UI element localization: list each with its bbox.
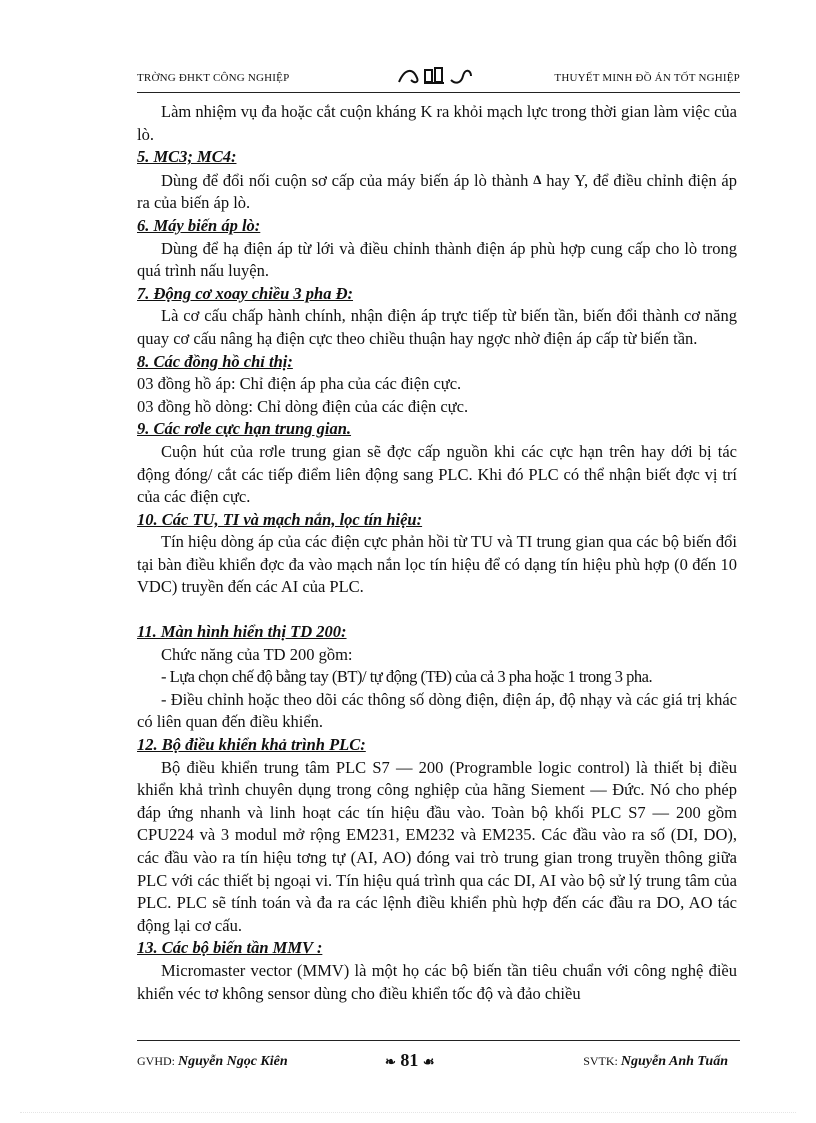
heading-10: 10. Các TU, TI và mạch nắn, lọc tín hiệu: (137, 509, 423, 529)
paragraph-intro: Làm nhiệm vụ đa hoặc cắt cuộn kháng K ra khỏi mạch lực trong thời gian làm việc của lò. (137, 102, 737, 144)
page-header (137, 64, 740, 94)
paragraph-12: Bộ điều khiển trung tâm PLC S7 — 200 (Programble logic control) là thiết bị điều khiển khả trình chuyên dụng trong công nghiệp của hãng Siement — Đức. Nó cho phép đáp ứng nhanh và linh hoạt các tín hiệu đầu vào. Toàn bộ khối PLC S7 — 200 gồm CPU224 và 3 modul mở rộng EM231, EM232 và EM235. Các đầu vào ra số (DI, DO), các đầu vào ra tín hiệu tơng tự (AI, AO) đóng vai trò trung gian trong truyền thông giữa PLC với các thiết bị ngoại vi. Tín hiệu quá trình qua các DI, AI vào bộ sử lý trung tâm của PLC. PLC sẽ tính toán và đa ra các lệnh điều khiển phù hợp đến các đầu ra DO, AO tác động lại cơ cấu. (137, 757, 737, 935)
paragraph-8-line-1: 03 đồng hồ áp: Chỉ điện áp pha của các điện cực. (137, 374, 462, 394)
heading-5: 5. MC3; MC4: (137, 147, 237, 167)
heading-13: 13. Các bộ biến tần MMV : (137, 938, 323, 958)
footer-student (583, 1054, 728, 1070)
page-number-block (385, 1050, 435, 1071)
supervisor-label: GVHD: (137, 1054, 175, 1068)
heading-8: 8. Các đồng hồ chỉ thị: (137, 351, 293, 371)
delta-symbol: Δ (533, 171, 542, 187)
heading-6: 6. Máy biến áp lò: (137, 215, 261, 235)
header-title: THUYẾT MINH ĐỒ ÁN TỐT NGHIỆP (554, 72, 740, 84)
paragraph-7: Là cơ cấu chấp hành chính, nhận điện áp trực tiếp từ biến tần, biến đổi thành cơ năng quay cơ cấu nâng hạ điện cực theo chiều thuận hay ngợc nhờ điện áp cấp từ biến tần. (137, 306, 737, 348)
heading-7: 7. Động cơ xoay chiều 3 pha Đ: (137, 283, 354, 303)
paragraph-5-part-b: hay Y, để điều chỉnh điện áp ra của biến áp lò. (137, 170, 737, 213)
body-text (137, 101, 737, 1005)
leaf-ornament-icon: ☙ (422, 1054, 435, 1069)
page-number: 81 (400, 1050, 419, 1070)
leaf-ornament-icon: ❧ (385, 1054, 396, 1069)
student-name: Nguyễn Anh Tuấn (620, 1054, 728, 1069)
paragraph-5 (137, 169, 737, 215)
heading-9: 9. Các rơle cực hạn trung gian. (137, 419, 352, 439)
heading-12: 12. Bộ điều khiển khả trình PLC: (137, 735, 366, 755)
header-school: TRỜNG ĐHKT CÔNG NGHIỆP (137, 72, 290, 84)
paragraph-9: Cuộn hút của rơle trung gian sẽ đợc cấp nguồn khi các cực hạn trên hay dới bị tác động đóng/ cắt các tiếp điểm liên động sang PLC. Khi đó PLC có thể nhận biết đợc vị trí của các điện cực. (137, 441, 737, 507)
paragraph-11-intro: Chức năng của TD 200 gồm: (161, 644, 353, 664)
page-footer (137, 1040, 740, 1080)
header-divider (137, 92, 740, 93)
page-bottom-edge (20, 1112, 796, 1113)
paragraph-6: Dùng để hạ điện áp từ lới và điều chỉnh thành điện áp phù hợp cung cấp cho lò trong quá trình nấu luyện. (137, 238, 737, 281)
student-label: SVTK: (583, 1054, 618, 1068)
footer-supervisor (137, 1054, 288, 1070)
paragraph-11-item-2: - Điều chỉnh hoặc theo dõi các thông số dòng điện, điện áp, độ nhạy và các giá trị khác có liên quan đến điều khiển. (137, 689, 737, 732)
paragraph-11-item-1: - Lựa chọn chế độ bằng tay (BT)/ tự động (TĐ) của cả 3 pha hoặc 1 trong 3 pha. (161, 667, 653, 687)
footer-divider (137, 1040, 740, 1041)
ornament-icon (395, 64, 475, 88)
heading-11: 11. Màn hình hiển thị TD 200: (137, 622, 347, 642)
paragraph-13: Micromaster vector (MMV) là một họ các bộ biến tần tiêu chuẩn với công nghệ điều khiển véc tơ không sensor dùng cho điều khiển tốc độ và đảo chiều (137, 960, 737, 1003)
spacer (137, 599, 737, 621)
paragraph-8-line-2: 03 đồng hồ dòng: Chỉ dòng điện của các điện cực. (137, 396, 469, 416)
paragraph-5-part-a: Dùng để đổi nối cuộn sơ cấp của máy biến áp lò thành (161, 170, 534, 190)
supervisor-name: Nguyễn Ngọc Kiên (178, 1054, 288, 1069)
paragraph-10: Tín hiệu dòng áp của các điện cực phản hồi từ TU và TI trung gian qua các bộ biến đổi tại bàn điều khiển đợc đa vào mạch nắn lọc tín hiệu để có dạng tín hiệu phù hợp (0 đến 10 VDC) truyền đến các AI của PLC. (137, 532, 737, 597)
